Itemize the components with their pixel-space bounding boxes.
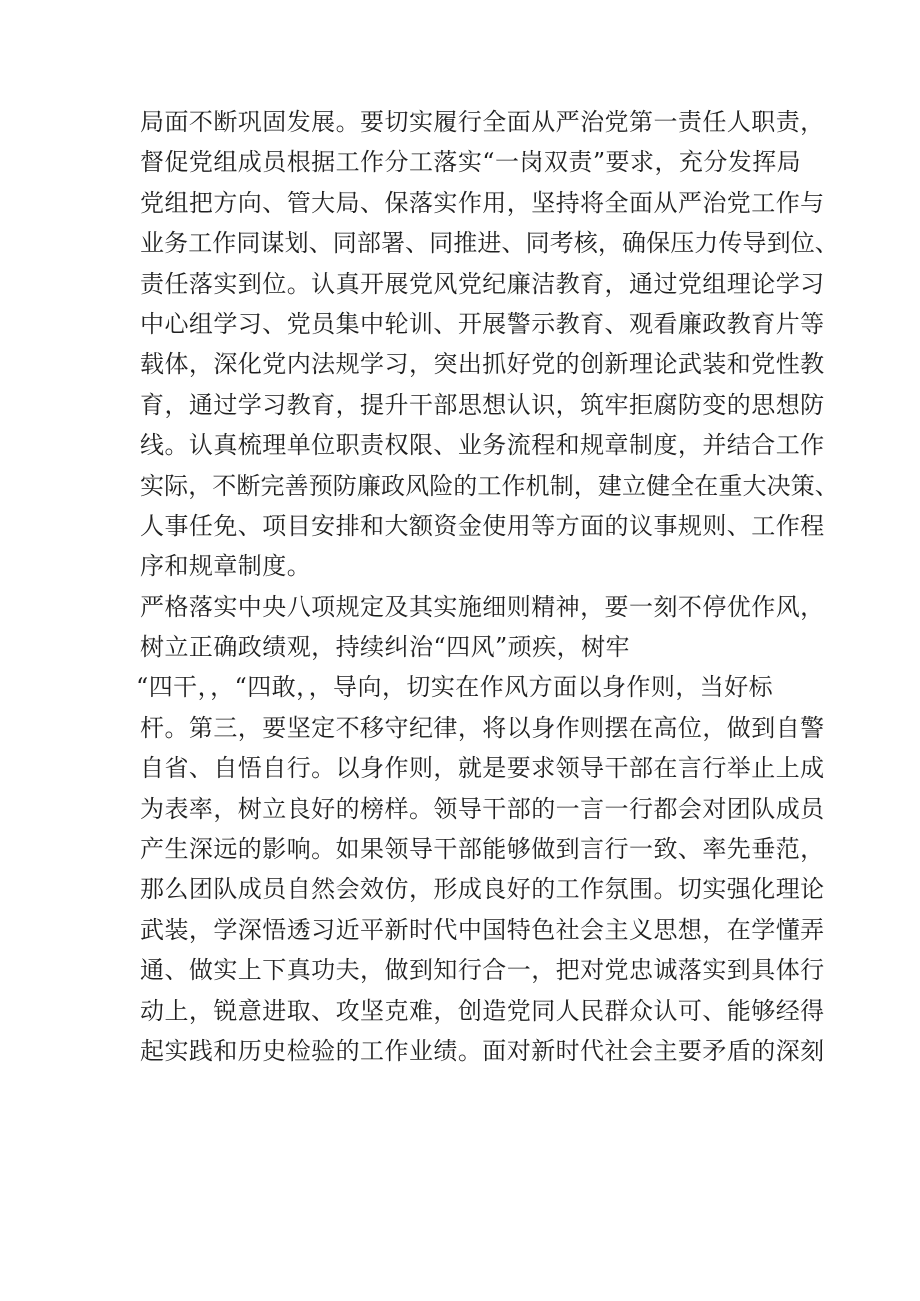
text-line: 严格落实中央八项规定及其实施细则精神，要一刻不停优作风， bbox=[140, 592, 825, 621]
text-line: 线。认真梳理单位职责权限、业务流程和规章制度，并结合工作 bbox=[140, 431, 825, 460]
text-line: “四干，，“四敢，，导向，切实在作风方面以身作则，当好标 bbox=[136, 673, 774, 702]
text-line: 通、做实上下真功夫，做到知行合一，把对党忠诚落实到具体行 bbox=[140, 956, 825, 985]
text-line: 动上，锐意进取、攻坚克难，创造党同人民群众认可、能够经得 bbox=[140, 996, 825, 1025]
text-line: 实际，不断完善预防廉政风险的工作机制，建立健全在重大决策、 bbox=[140, 471, 839, 500]
text-line: 产生深远的影响。如果领导干部能够做到言行一致、率先垂范， bbox=[140, 835, 825, 864]
text-line: 自省、自悟自行。以身作则，就是要求领导干部在言行举止上成 bbox=[140, 754, 825, 783]
text-line: 育，通过学习教育，提升干部思想认识，筑牢拒腐防变的思想防 bbox=[140, 390, 825, 419]
text-line: 督促党组成员根据工作分工落实“一岗双责”要求，充分发挥局 bbox=[140, 148, 802, 177]
text-line: 杆。第三，要坚定不移守纪律，将以身作则摆在高位，做到自警 bbox=[140, 713, 825, 742]
body-text bbox=[0, 102, 920, 1071]
text-line: 业务工作同谋划、同部署、同推进、同考核，确保压力传导到位、 bbox=[140, 229, 839, 258]
text-line: 中心组学习、党员集中轮训、开展警示教育、观看廉政教育片等 bbox=[140, 309, 825, 338]
text-line: 那么团队成员自然会效仿，形成良好的工作氛围。切实强化理论 bbox=[140, 875, 825, 904]
text-line: 树立正确政绩观，持续纠治“四风”顽疾，树牢 bbox=[140, 633, 630, 662]
text-line: 起实践和历史检验的工作业绩。面对新时代社会主要矛盾的深刻 bbox=[140, 1036, 825, 1065]
text-line: 为表率，树立良好的榜样。领导干部的一言一行都会对团队成员 bbox=[140, 794, 825, 823]
text-line: 人事任免、项目安排和大额资金使用等方面的议事规则、工作程 bbox=[140, 511, 825, 540]
text-line: 党组把方向、管大局、保落实作用，坚持将全面从严治党工作与 bbox=[140, 188, 825, 217]
text-line: 责任落实到位。认真开展党风党纪廉洁教育，通过党组理论学习 bbox=[140, 269, 825, 298]
text-line: 载体，深化党内法规学习，突出抓好党的创新理论武装和党性教 bbox=[140, 350, 825, 379]
text-line: 局面不断巩固发展。要切实履行全面从严治党第一责任人职责， bbox=[140, 108, 825, 136]
text-line: 序和规章制度。 bbox=[140, 552, 312, 581]
text-line: 武装，学深悟透习近平新时代中国特色社会主义思想，在学懂弄 bbox=[140, 915, 825, 944]
